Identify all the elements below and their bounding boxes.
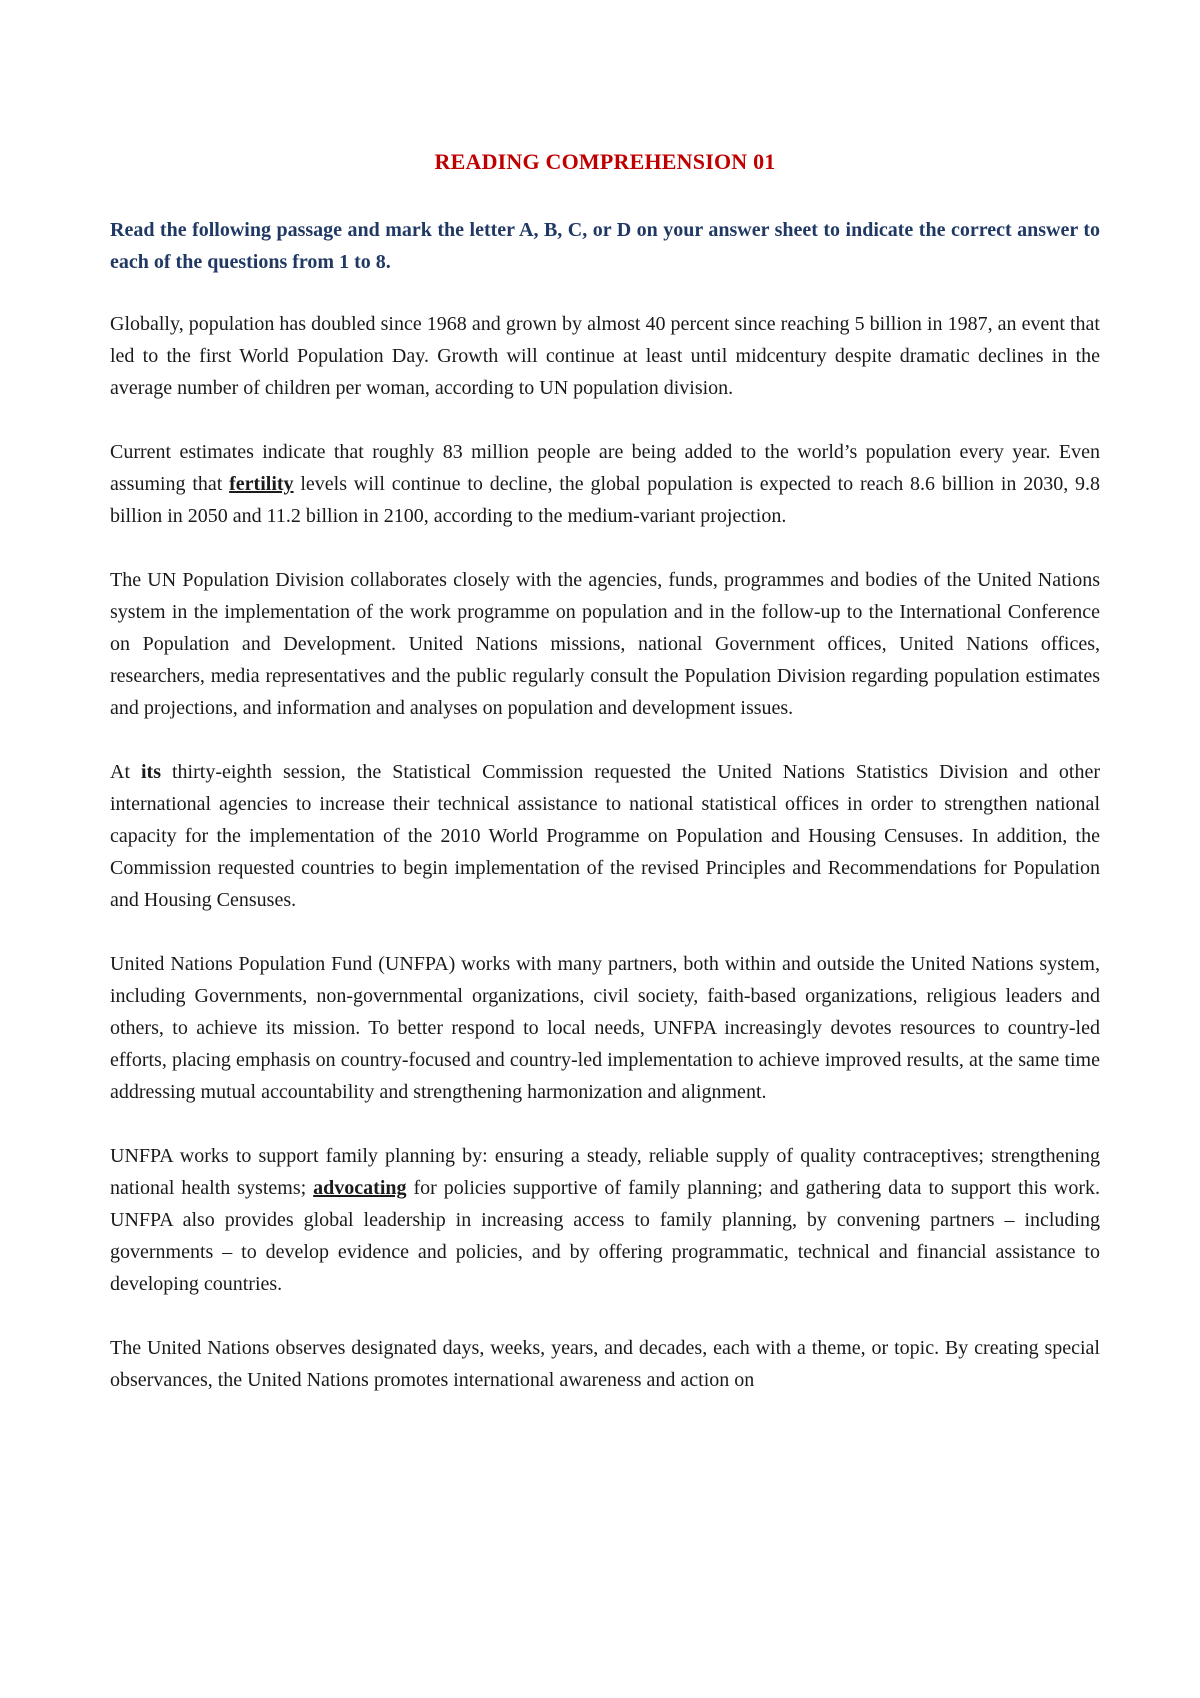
paragraph-6-text-after: for policies supportive of family planning; and gathering data to support this work. UNFPA also provides global leadership in increasing access to family planning, by convening partners – including governments – to develop evidence and policies, and by offering programmatic, technical and financial assistance to developing countries. [110, 1177, 1100, 1295]
paragraph-2-text-after: levels will continue to decline, the global population is expected to reach 8.6 billion in 2030, 9.8 billion in 2050 and 11.2 billion in 2100, according to the medium-variant projection. [110, 473, 1101, 527]
highlighted-word-its: its [141, 761, 161, 783]
paragraph-2 [110, 436, 1100, 532]
paragraph-4-text-after: thirty-eighth session, the Statistical Commission requested the United Nations Statistics Division and other international agencies to increase their technical assistance to national statistical offices in order to strengthen national capacity for the implementation of the 2010 World Programme on Population and Housing Censuses. In addition, the Commission requested countries to begin implementation of the revised Principles and Recommendations for Population and Housing Censuses. [110, 761, 1101, 911]
paragraph-4-text-before: At [110, 761, 141, 783]
paragraph-6 [110, 1140, 1100, 1300]
highlighted-word-advocating: advocating [313, 1177, 407, 1199]
highlighted-word-fertility: fertility [229, 473, 294, 495]
paragraph-4 [110, 756, 1100, 916]
paragraph-5: United Nations Population Fund (UNFPA) works with many partners, both within and outside the United Nations system, including Governments, non-governmental organizations, civil society, faith-based organizations, religious leaders and others, to achieve its mission. To better respond to local needs, UNFPA increasingly devotes resources to country-led efforts, placing emphasis on country-focused and country-led implementation to achieve improved results, at the same time addressing mutual accountability and strengthening harmonization and alignment. [110, 953, 1100, 1103]
page-title: READING COMPREHENSION 01 [434, 149, 776, 174]
instructions: Read the following passage and mark the letter A, B, C, or D on your answer sheet to indicate the correct answer to each of the questions from 1 to 8. [110, 219, 1100, 273]
paragraph-6-text-before: UNFPA works to support family planning by: ensuring a steady, reliable supply of quality contraceptives; strengthening national health systems; [110, 1145, 1100, 1199]
document-page [110, 150, 1100, 1396]
paragraph-1: Globally, population has doubled since 1968 and grown by almost 40 percent since reaching 5 billion in 1987, an event that led to the first World Population Day. Growth will continue at least until midcentury despite dramatic declines in the average number of children per woman, according to UN population division. [110, 313, 1100, 399]
paragraph-2-text-before: Current estimates indicate that roughly 83 million people are being added to the world’s population every year. Even assuming that [110, 441, 1100, 495]
paragraph-3: The UN Population Division collaborates closely with the agencies, funds, programmes and bodies of the United Nations system in the implementation of the work programme on population and in the follow-up to the International Conference on Population and Development. United Nations missions, national Government offices, United Nations offices, researchers, media representatives and the public regularly consult the Population Division regarding population estimates and projections, and information and analyses on population and development issues. [110, 569, 1100, 719]
paragraph-7: The United Nations observes designated days, weeks, years, and decades, each with a theme, or topic. By creating special observances, the United Nations promotes international awareness and action on [110, 1337, 1100, 1391]
